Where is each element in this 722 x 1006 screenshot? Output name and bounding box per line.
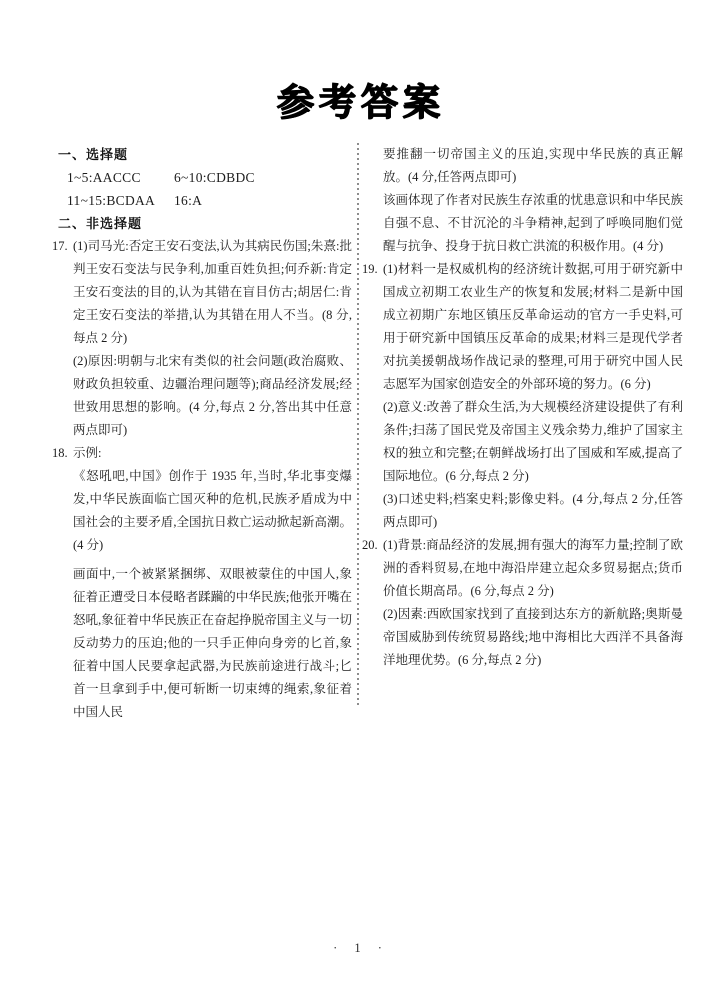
question-number: 18. (52, 446, 68, 460)
answer-paragraph: 画面中,一个被紧紧捆绑、双眼被蒙住的中国人,象征着正遭受日本侵略者蹂躏的中华民族;他张开嘴在怒吼,象征着中华民族正在奋起挣脱帝国主义与一切反动势力的压迫;他的一只手正伸向身旁的匕首,象征着中国人民要拿起武器,为民族前途进行战斗;匕首一旦拿到手中,便可斩断一切束缚的绳索,象征着中国人民 (73, 567, 352, 719)
section-heading: 二、非选择题 (58, 216, 143, 231)
choice-answer: 1~5:AACCC (67, 170, 141, 185)
answer-item (362, 534, 683, 603)
choice-answer: 11~15:BCDAA (67, 193, 156, 208)
answer-text: 示例: (73, 446, 102, 460)
question-number: 19. (362, 262, 378, 276)
section-heading: 一、选择题 (58, 147, 129, 162)
choice-answer: 6~10:CDBDC (174, 170, 255, 185)
answer-item (52, 442, 352, 465)
answer-paragraph: (3)口述史料;档案史料;影像史料。(4 分,每点 2 分,任答两点即可) (383, 492, 683, 529)
question-number: 20. (362, 538, 378, 552)
answer-text: (1)材料一是权威机构的经济统计数据,可用于研究新中国成立初期工农业生产的恢复和发展;材料二是新中国成立初期广东地区镇压反革命运动的官方一手史料,可用于研究新中国镇压反革命的成果;材料三是现代学者对抗美援朝战场作战记录的整理,可用于研究中国人民志愿军为国家创造安全的外部环境的努力。(6 分) (383, 262, 683, 391)
answer-paragraph: 要推翻一切帝国主义的压迫,实现中华民族的真正解放。(4 分,任答两点即可) (383, 147, 683, 184)
answer-paragraph: (2)因素:西欧国家找到了直接到达东方的新航路;奥斯曼帝国威胁到传统贸易路线;地中海相比大西洋不具备海洋地理优势。(6 分,每点 2 分) (383, 607, 683, 667)
answer-text: (1)背景:商品经济的发展,拥有强大的海军力量;控制了欧洲的香料贸易,在地中海沿岸建立起众多贸易据点;货币价值长期高昂。(6 分,每点 2 分) (383, 538, 683, 598)
choice-answer-row (52, 189, 352, 212)
answer-paragraph: (2)意义:改善了群众生活,为大规模经济建设提供了有利条件;扫荡了国民党及帝国主义残余势力,维护了国家主权的独立和完整;在朝鲜战场打出了国威和军威,提高了国际地位。(6 分,每点 2 分) (383, 400, 683, 483)
choice-answer-row (52, 166, 352, 189)
answer-item (362, 258, 683, 396)
question-number: 17. (52, 239, 68, 253)
answer-item (52, 235, 352, 350)
answer-paragraph: (2)原因:明朝与北宋有类似的社会问题(政治腐败、财政负担较重、边疆治理问题等);商品经济发展;经世致用思想的影响。(4 分,每点 2 分,答出其中任意两点即可) (73, 354, 352, 437)
page-title: 参考答案 (277, 81, 445, 124)
right-column (362, 143, 683, 672)
answer-text: (1)司马光:否定王安石变法,认为其病民伤国;朱熹:批判王安石变法与民争利,加重百姓负担;何乔新:肯定王安石变法的目的,认为其错在盲目仿古;胡居仁:肯定王安石变法的举措,认为其错在用人不当。(8 分,每点 2 分) (73, 239, 352, 345)
page-number: · 1 · (333, 941, 389, 955)
choice-answer: 16:A (174, 193, 203, 208)
column-divider (357, 143, 359, 705)
answer-paragraph: 该画体现了作者对民族生存浓重的忧患意识和中华民族自强不息、不甘沉沦的斗争精神,起到了呼唤同胞们觉醒与抗争、投身于抗日救亡洪流的积极作用。(4 分) (383, 193, 684, 253)
left-column (52, 143, 352, 724)
answer-paragraph: 《怒吼吧,中国》创作于 1935 年,当时,华北事变爆发,中华民族面临亡国灭种的危机,民族矛盾成为中国社会的主要矛盾,全国抗日救亡运动掀起新高潮。(4 分) (73, 469, 352, 552)
